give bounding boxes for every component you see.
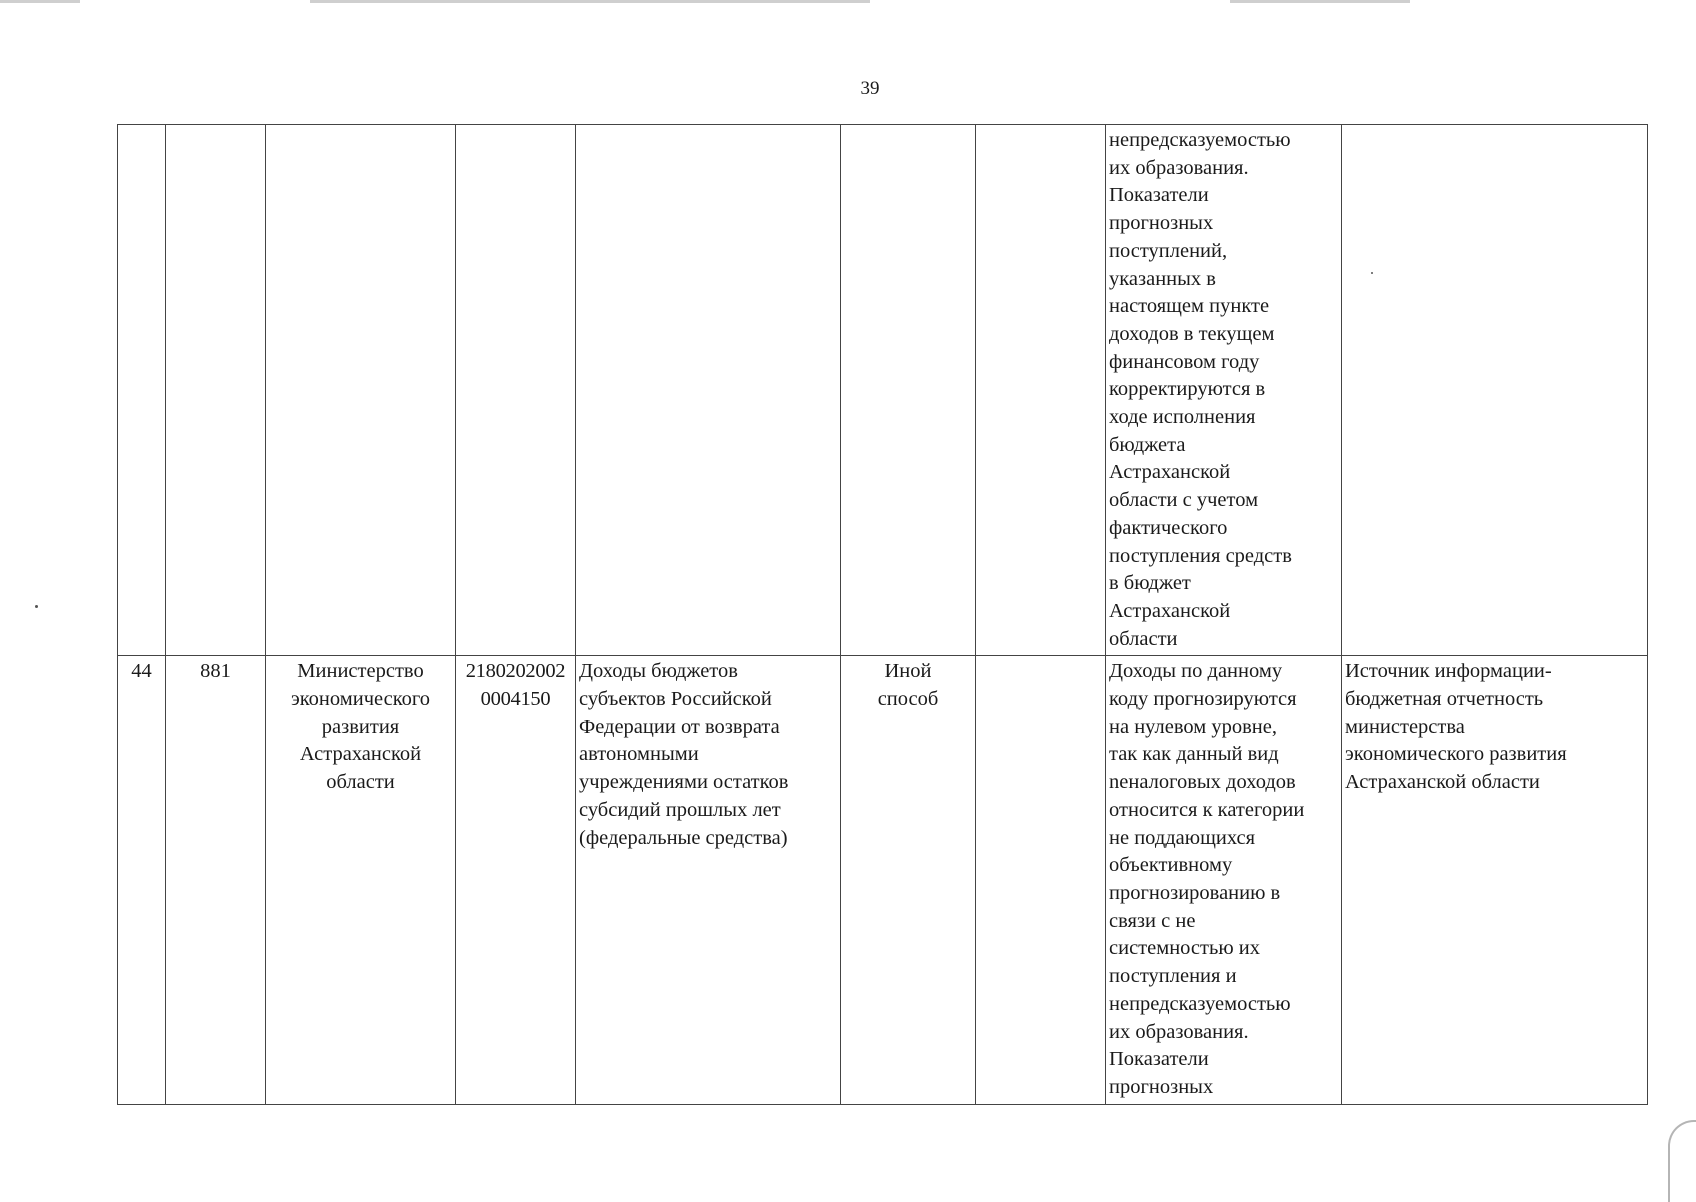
cell-admin-code bbox=[166, 125, 266, 656]
table-row-continuation bbox=[118, 125, 1648, 656]
cell-source: Источник информации- бюджетная отчетность министерства экономического развития Астраханской области bbox=[1342, 656, 1648, 1104]
table-row bbox=[118, 656, 1648, 1104]
cell-source bbox=[1342, 125, 1648, 656]
cell-income-name: Доходы бюджетов субъектов Российской Федерации от возврата автономными учреждениями остатков субсидий прошлых лет (федеральные средства) bbox=[576, 656, 841, 1104]
scan-speck bbox=[35, 605, 38, 608]
cell-formula bbox=[976, 125, 1106, 656]
scan-page-curl bbox=[1668, 1120, 1696, 1202]
cell-income-name bbox=[576, 125, 841, 656]
cell-num bbox=[118, 125, 166, 656]
revenue-forecast-table bbox=[117, 124, 1648, 1105]
cell-admin-code: 881 bbox=[166, 656, 266, 1104]
cell-justification: непредсказуемостью их образования. Показатели прогнозных поступлений, указанных в настоящем пункте доходов в текущем финансовом году корректируются в ходе исполнения бюджета Астраханской области с учетом фактического поступления средств в бюджет Астраханской области bbox=[1106, 125, 1342, 656]
cell-kbk bbox=[456, 125, 576, 656]
cell-formula bbox=[976, 656, 1106, 1104]
cell-justification: Доходы по данному коду прогнозируются на нулевом уровне, так как данный вид neналоговых доходов относится к категории не поддающихся объективному прогнозированию в связи с не системностью их поступления и непредсказуемостью их образования. Показатели прогнозных bbox=[1106, 656, 1342, 1104]
scan-edge-top-left bbox=[0, 0, 80, 3]
cell-kbk: 2180202002 0004150 bbox=[456, 656, 576, 1104]
cell-num: 44 bbox=[118, 656, 166, 1104]
scan-edge-top-mid bbox=[310, 0, 870, 3]
cell-administrator bbox=[266, 125, 456, 656]
cell-method bbox=[841, 125, 976, 656]
cell-administrator: Министерство экономического развития Астраханской области bbox=[266, 656, 456, 1104]
scan-edge-top-right bbox=[1230, 0, 1410, 3]
page-number: 39 bbox=[860, 78, 880, 99]
cell-method: Иной способ bbox=[841, 656, 976, 1104]
